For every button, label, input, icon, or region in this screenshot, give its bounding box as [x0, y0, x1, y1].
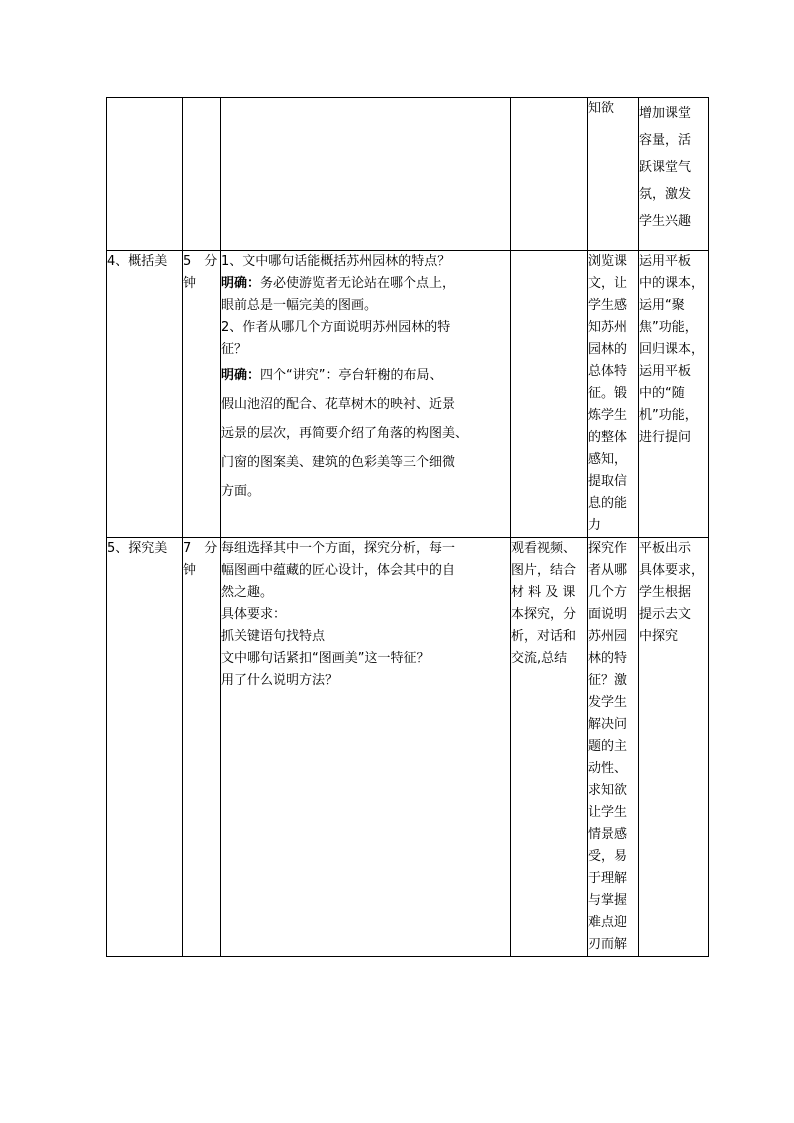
content-line: 眼前总是一幅完美的图画。 [221, 298, 378, 313]
design-intent-cell [588, 538, 639, 957]
intent-line: 知苏州 [588, 320, 628, 335]
content-line: 具体要求： [221, 607, 287, 622]
intent-line: 征。锻 [588, 386, 628, 401]
student-line: 交流,总结 [511, 651, 568, 666]
intent-line: 文，让 [588, 276, 628, 291]
answer-label: 明确： [221, 276, 261, 291]
intent-line: 林的特 [588, 651, 628, 666]
tech-line: 运用平板 [639, 364, 692, 379]
content-line: 明确：务必使游览者无论站在哪个点上， [221, 276, 456, 291]
intent-line: 面说明 [588, 607, 628, 622]
answer-label: 明确： [221, 368, 261, 383]
tech-line: 容量，活 [639, 133, 692, 148]
intent-line: 难点迎 [588, 915, 628, 930]
student-line: 观看视频、 [511, 541, 577, 556]
content-line: 征？ [221, 342, 248, 357]
design-intent-cell [588, 251, 639, 538]
tech-line: 中探究 [639, 629, 679, 644]
time-line: 钟 [183, 563, 197, 578]
student-line: 本探究，分 [511, 607, 577, 622]
intent-line: 提取信 [588, 474, 628, 489]
time-line: 7 分 [183, 541, 218, 556]
tech-line: 具体要求， [639, 563, 705, 578]
time-cell [183, 98, 221, 251]
tech-line: 平板出示 [639, 541, 692, 556]
intent-line: 息的能 [588, 496, 628, 511]
tech-line: 运用平板 [639, 254, 692, 269]
content-line: 文中哪句话紧扣“图画美”这一特征？ [221, 651, 430, 666]
tech-line: 中的“随 [639, 386, 685, 401]
intent-line: 者从哪 [588, 563, 628, 578]
intent-line: 于理解 [588, 871, 628, 886]
student-line: 材 料 及 课 [511, 585, 576, 600]
intent-line: 知欲 [588, 101, 615, 116]
student-activity-cell [511, 98, 588, 251]
tech-line: 学生根据 [639, 585, 692, 600]
intent-line: 动性、 [588, 761, 628, 776]
content-cell [221, 251, 511, 538]
tech-application-cell [639, 98, 709, 251]
content-line: 门窗的图案美、建筑的色彩美等三个细微 [221, 455, 456, 470]
content-cell [221, 98, 511, 251]
tech-line: 焦”功能， [639, 320, 698, 335]
content-line: 1、文中哪句话能概括苏州园林的特点？ [221, 254, 451, 269]
tech-line: 进行提问 [639, 430, 692, 445]
tech-application-cell [639, 538, 709, 957]
content-line: 然之趣。 [221, 585, 274, 600]
student-activity-cell [511, 538, 588, 957]
intent-line: 总体特 [588, 364, 628, 379]
content-line: 每组选择其中一个方面，探究分析，每一 [221, 541, 456, 556]
tech-line: 学生兴趣 [639, 214, 692, 229]
time-line: 钟 [183, 276, 197, 291]
time-line: 5 分 [183, 254, 218, 269]
tech-line: 机”功能， [639, 408, 698, 423]
intent-line: 让学生 [588, 805, 628, 820]
table-row [107, 251, 709, 538]
intent-line: 征？激 [588, 673, 628, 688]
intent-line: 情景感 [588, 827, 628, 842]
stage-cell [107, 98, 183, 251]
content-line: 抓关键语句找特点 [221, 629, 326, 644]
intent-line: 园林的 [588, 342, 628, 357]
intent-line: 与掌握 [588, 893, 628, 908]
student-activity-cell [511, 251, 588, 538]
content-line: 2、作者从哪几个方面说明苏州园林的特 [221, 320, 451, 335]
intent-line: 炼学生 [588, 408, 628, 423]
tech-line: 跃课堂气 [639, 160, 692, 175]
time-cell [183, 538, 221, 957]
student-line: 图片，结合 [511, 563, 577, 578]
content-line: 远景的层次，再简要介绍了角落的构图美、 [221, 426, 469, 441]
student-line: 析，对话和 [511, 629, 577, 644]
tech-line: 中的课本， [639, 276, 705, 291]
time-cell [183, 251, 221, 538]
content-line: 方面。 [221, 484, 261, 499]
intent-line: 浏览课 [588, 254, 628, 269]
content-line: 用了什么说明方法？ [221, 673, 339, 688]
content-cell [221, 538, 511, 957]
intent-line: 学生感 [588, 298, 628, 313]
intent-line: 发学生 [588, 695, 628, 710]
lesson-plan-table [106, 97, 709, 957]
intent-line: 的整体 [588, 430, 628, 445]
intent-line: 苏州园 [588, 629, 628, 644]
intent-line: 解决问 [588, 717, 628, 732]
stage-cell [107, 251, 183, 538]
tech-application-cell [639, 251, 709, 538]
design-intent-cell [588, 98, 639, 251]
tech-line: 运用“聚 [639, 298, 685, 313]
intent-line: 求知欲 [588, 783, 628, 798]
stage-cell [107, 538, 183, 957]
stage-label: 5、探究美 [107, 541, 168, 556]
tech-line: 氛，激发 [639, 187, 692, 202]
tech-line: 增加课堂 [639, 106, 692, 121]
tech-line: 回归课本， [639, 342, 705, 357]
intent-line: 几个方 [588, 585, 628, 600]
intent-line: 力 [588, 518, 602, 533]
stage-label: 4、概括美 [107, 254, 168, 269]
content-line: 明确：四个“讲究”：亭台轩榭的布局、 [221, 368, 443, 383]
content-line: 假山池沼的配合、花草树木的映衬、近景 [221, 397, 456, 412]
intent-line: 题的主 [588, 739, 628, 754]
intent-line: 刃而解 [588, 937, 628, 952]
table-row [107, 538, 709, 957]
content-line: 幅图画中蕴藏的匠心设计，体会其中的自 [221, 563, 456, 578]
intent-line: 感知， [588, 452, 628, 467]
tech-line: 提示去文 [639, 607, 692, 622]
table-row [107, 98, 709, 251]
intent-line: 受，易 [588, 849, 628, 864]
intent-line: 探究作 [588, 541, 628, 556]
